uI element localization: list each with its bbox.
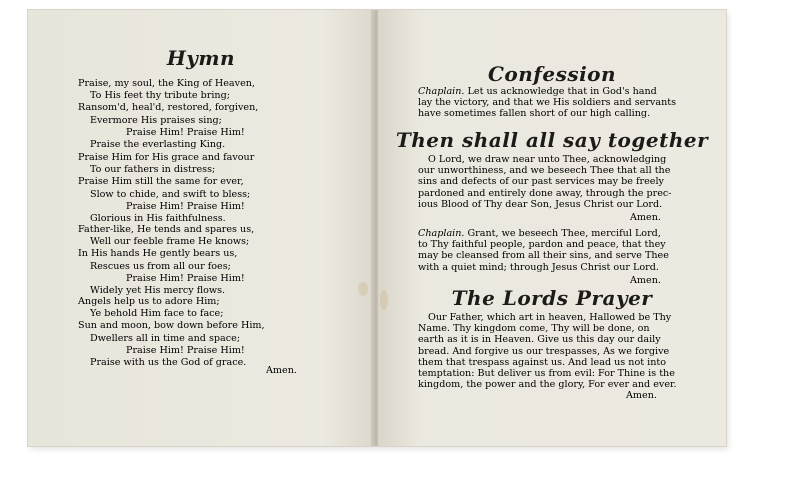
text-line: with a quiet mind; through Jesus Christ our Lord. xyxy=(418,261,659,273)
verse-line: Praise Him! Praise Him! xyxy=(126,272,245,284)
text-line: Name. Thy kingdom come, Thy will be done, on xyxy=(418,323,650,335)
text-line: kingdom, the power and the glory, For ever and ever. xyxy=(418,379,677,391)
text-line: earth as it is in Heaven. Give us this day our daily xyxy=(418,334,661,346)
text-line: O Lord, we draw near unto Thee, acknowledging xyxy=(428,154,667,165)
confession-text xyxy=(418,86,688,120)
text-line: Grant, we beseech Thee, merciful Lord, xyxy=(464,228,661,239)
text-line: to Thy faithful people, pardon and peace, that they xyxy=(418,239,666,251)
verse-line: To our fathers in distress; xyxy=(90,164,216,176)
verse-line: Praise, my soul, the King of Heaven, xyxy=(78,78,255,89)
text-line: Let us acknowledge that in God's hand xyxy=(464,86,657,97)
verse-line: In His hands He gently bears us, xyxy=(78,248,238,260)
text-line: them that trespass against us. And lead us not into xyxy=(418,356,667,368)
hymn-verse-2 xyxy=(78,152,338,225)
text-line: our unworthiness, and we beseech Thee that all the xyxy=(418,165,671,177)
text-line: Our Father, which art in heaven, Hallowed be Thy xyxy=(428,312,672,323)
verse-line: Praise Him! Praise Him! xyxy=(126,126,245,138)
verse-line: Father-like, He tends and spares us, xyxy=(78,224,255,235)
verse-line: Ye behold Him face to face; xyxy=(90,308,224,320)
verse-line: Slow to chide, and swift to bless; xyxy=(90,188,251,200)
grant-text xyxy=(418,228,688,273)
verse-line: Praise with us the God of grace. xyxy=(90,357,247,369)
grant-amen: Amen. xyxy=(630,275,661,286)
verse-line: Ransom'd, heal'd, restored, forgiven, xyxy=(78,102,259,114)
verse-line: To His feet thy tribute bring; xyxy=(90,90,230,102)
verse-line: Praise Him! Praise Him! xyxy=(126,344,245,356)
hymn-amen: Amen. xyxy=(266,365,297,376)
verse-line: Dwellers all in time and space; xyxy=(90,332,241,344)
text-line: sins and defects of our past services may be freely xyxy=(418,176,664,188)
speaker-label: Chaplain. xyxy=(418,86,465,97)
hymn-verse-3 xyxy=(78,224,338,297)
text-line: pardoned and entirely done away, through the prec- xyxy=(418,187,672,199)
text-line: may be cleansed from all their sins, and serve Thee xyxy=(418,250,669,262)
text-line: bread. And forgive us our trespasses, As we forgive xyxy=(418,345,670,357)
verse-line: Sun and moon, bow down before Him, xyxy=(78,320,265,332)
together-title: Then shall all say together xyxy=(395,128,709,152)
hymn-title: Hymn xyxy=(166,46,236,70)
verse-line: Rescues us from all our foes; xyxy=(90,260,231,272)
lords-prayer-title: The Lords Prayer xyxy=(451,286,653,310)
verse-line: Praise Him for His grace and favour xyxy=(78,152,255,163)
text-line: lay the victory, and that we His soldiers and servants xyxy=(418,97,677,109)
verse-line: Well our feeble frame He knows; xyxy=(90,236,250,248)
verse-line: Widely yet His mercy flows. xyxy=(90,285,226,297)
hymn-verse-4 xyxy=(78,296,338,369)
lords-prayer-amen: Amen. xyxy=(626,390,657,401)
verse-line: Glorious in His faithfulness. xyxy=(90,213,226,225)
verse-line: Angels help us to adore Him; xyxy=(78,296,220,307)
verse-line: Evermore His praises sing; xyxy=(90,114,222,126)
lords-prayer-text xyxy=(418,312,688,390)
speaker-label: Chaplain. xyxy=(418,228,465,239)
verse-line: Praise Him! Praise Him! xyxy=(126,200,245,212)
text-line: ious Blood of Thy dear Son, Jesus Christ our Lord. xyxy=(418,198,663,210)
confession-title: Confession xyxy=(487,62,617,86)
together-amen: Amen. xyxy=(630,212,661,223)
text-line: have sometimes fallen short of our high calling. xyxy=(418,108,651,120)
hymn-verse-1 xyxy=(78,78,338,151)
verse-line: Praise Him still the same for ever, xyxy=(78,176,244,188)
text-line: temptation: But deliver us from evil: For Thine is the xyxy=(418,368,675,380)
verse-line: Praise the everlasting King. xyxy=(90,139,226,151)
together-text xyxy=(418,154,688,210)
